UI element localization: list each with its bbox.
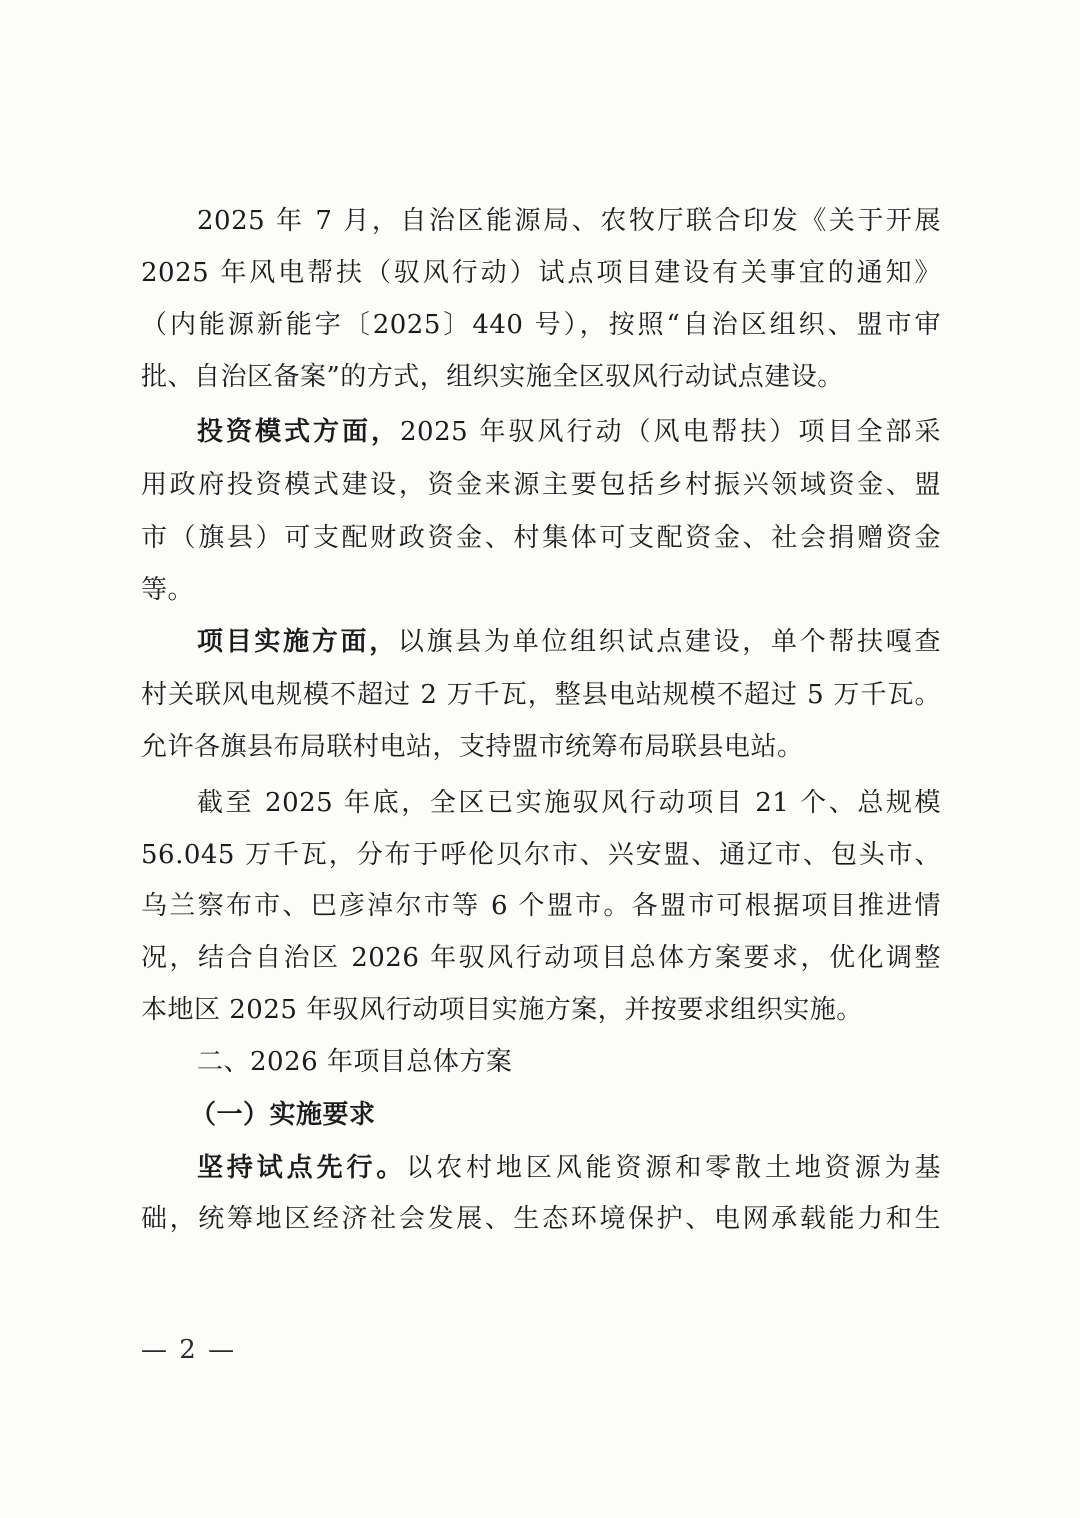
paragraph-1-line-2: 2025 年风电帮扶（驭风行动）试点项目建设有关事宜的通知》 xyxy=(141,258,941,288)
paragraph-3-line-1 xyxy=(197,622,941,662)
paragraph-4-line-2: 56.045 万千瓦，分布于呼伦贝尔市、兴安盟、通辽市、包头市、 xyxy=(141,840,941,870)
final-paragraph-line-2: 础，统筹地区经济社会发展、生态环境保护、电网承载能力和生 xyxy=(141,1204,941,1234)
final-paragraph-line-1-text: 以农村地区风能资源和零散土地资源为基 xyxy=(406,1153,941,1183)
paragraph-3-line-3: 允许各旗县布局联村电站，支持盟市统筹布局联县电站。 xyxy=(141,732,804,762)
paragraph-2-line-3: 市（旗县）可支配财政资金、村集体可支配资金、社会捐赠资金 xyxy=(141,523,941,553)
page-number: — 2 — xyxy=(141,1335,237,1365)
paragraph-1-line-4: 批、自治区备案”的方式，组织实施全区驭风行动试点建设。 xyxy=(141,362,844,392)
paragraph-2-line-1 xyxy=(197,412,941,452)
paragraph-4-line-4: 况，结合自治区 2026 年驭风行动项目总体方案要求，优化调整 xyxy=(141,943,941,973)
subsection-heading: （一）实施要求 xyxy=(190,1100,376,1130)
final-paragraph-line-1 xyxy=(197,1148,941,1188)
paragraph-4-line-1: 截至 2025 年底，全区已实施驭风行动项目 21 个、总规模 xyxy=(197,788,941,818)
paragraph-3-line-1-text: 以旗县为单位组织试点建设，单个帮扶嘎查 xyxy=(397,627,941,657)
paragraph-2-line-2: 用政府投资模式建设，资金来源主要包括乡村振兴领域资金、盟 xyxy=(141,470,941,500)
paragraph-3-line-2: 村关联风电规模不超过 2 万千瓦，整县电站规模不超过 5 万千瓦。 xyxy=(141,680,941,710)
paragraph-4-line-5: 本地区 2025 年驭风行动项目实施方案，并按要求组织实施。 xyxy=(141,995,863,1025)
paragraph-1-line-3: （内能源新能字〔2025〕440 号），按照“自治区组织、盟市审 xyxy=(141,310,941,340)
paragraph-1-line-1: 2025 年 7 月，自治区能源局、农牧厅联合印发《关于开展 xyxy=(197,206,941,236)
paragraph-2-line-1-text: 2025 年驭风行动（风电帮扶）项目全部采 xyxy=(400,417,941,447)
paragraph-3-lead: 项目实施方面， xyxy=(197,627,398,657)
paragraph-2-lead: 投资模式方面， xyxy=(197,417,401,447)
section-heading: 二、2026 年项目总体方案 xyxy=(197,1047,513,1077)
paragraph-2-line-4: 等。 xyxy=(141,575,195,605)
final-paragraph-lead: 坚持试点先行。 xyxy=(197,1153,407,1183)
paragraph-4-line-3: 乌兰察布市、巴彦淖尔市等 6 个盟市。各盟市可根据项目推进情 xyxy=(141,891,941,921)
